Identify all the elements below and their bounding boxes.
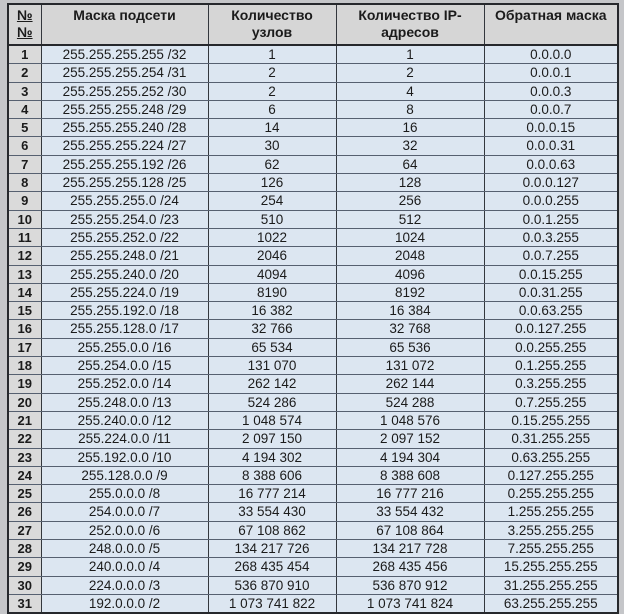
cell-num: 21	[8, 411, 41, 429]
table-row	[8, 393, 618, 411]
cell-ips: 16	[336, 119, 484, 137]
cell-hosts: 268 435 454	[208, 558, 336, 576]
cell-hosts: 126	[208, 174, 336, 192]
cell-mask: 255.255.255.252 /30	[41, 82, 208, 100]
cell-mask: 255.224.0.0 /11	[41, 430, 208, 448]
cell-wildcard: 0.7.255.255	[484, 393, 618, 411]
header-row-number: №№	[8, 4, 41, 45]
cell-hosts: 4 194 302	[208, 448, 336, 466]
cell-mask: 255.240.0.0 /12	[41, 411, 208, 429]
cell-mask: 255.192.0.0 /10	[41, 448, 208, 466]
cell-mask: 255.255.255.192 /26	[41, 155, 208, 173]
cell-mask: 240.0.0.0 /4	[41, 558, 208, 576]
cell-ips: 256	[336, 192, 484, 210]
cell-ips: 4096	[336, 265, 484, 283]
cell-num: 12	[8, 247, 41, 265]
table-row	[8, 119, 618, 137]
cell-mask: 248.0.0.0 /5	[41, 540, 208, 558]
cell-wildcard: 0.0.31.255	[484, 283, 618, 301]
cell-hosts: 1022	[208, 228, 336, 246]
cell-hosts: 4094	[208, 265, 336, 283]
cell-hosts: 8190	[208, 283, 336, 301]
table-row	[8, 137, 618, 155]
cell-ips: 65 536	[336, 338, 484, 356]
cell-wildcard: 31.255.255.255	[484, 576, 618, 594]
cell-num: 19	[8, 375, 41, 393]
table-row	[8, 247, 618, 265]
cell-mask: 255.128.0.0 /9	[41, 466, 208, 484]
cell-hosts: 131 070	[208, 357, 336, 375]
cell-wildcard: 0.0.127.255	[484, 320, 618, 338]
table-row	[8, 283, 618, 301]
subnet-mask-table	[7, 3, 619, 614]
cell-hosts: 510	[208, 210, 336, 228]
table-row	[8, 448, 618, 466]
cell-wildcard: 0.1.255.255	[484, 357, 618, 375]
cell-hosts: 1	[208, 45, 336, 64]
cell-mask: 255.255.255.128 /25	[41, 174, 208, 192]
cell-num: 8	[8, 174, 41, 192]
cell-wildcard: 1.255.255.255	[484, 503, 618, 521]
table-row	[8, 210, 618, 228]
cell-hosts: 62	[208, 155, 336, 173]
cell-num: 16	[8, 320, 41, 338]
cell-mask: 255.255.255.255 /32	[41, 45, 208, 64]
cell-hosts: 8 388 606	[208, 466, 336, 484]
cell-num: 13	[8, 265, 41, 283]
cell-mask: 255.255.192.0 /18	[41, 302, 208, 320]
cell-hosts: 16 777 214	[208, 485, 336, 503]
cell-ips: 134 217 728	[336, 540, 484, 558]
cell-wildcard: 0.0.15.255	[484, 265, 618, 283]
cell-hosts: 2	[208, 82, 336, 100]
cell-wildcard: 0.0.0.127	[484, 174, 618, 192]
header-subnet-mask: Маска подсети	[41, 4, 208, 45]
cell-hosts: 1 073 741 822	[208, 594, 336, 613]
cell-num: 26	[8, 503, 41, 521]
table-row	[8, 155, 618, 173]
cell-wildcard: 0.0.0.7	[484, 100, 618, 118]
cell-num: 23	[8, 448, 41, 466]
cell-hosts: 262 142	[208, 375, 336, 393]
cell-ips: 524 288	[336, 393, 484, 411]
cell-wildcard: 0.0.7.255	[484, 247, 618, 265]
cell-mask: 255.255.224.0 /19	[41, 283, 208, 301]
cell-wildcard: 0.63.255.255	[484, 448, 618, 466]
cell-ips: 8192	[336, 283, 484, 301]
cell-hosts: 67 108 862	[208, 521, 336, 539]
cell-mask: 255.255.252.0 /22	[41, 228, 208, 246]
cell-mask: 255.255.255.248 /29	[41, 100, 208, 118]
cell-mask: 255.255.240.0 /20	[41, 265, 208, 283]
cell-mask: 255.0.0.0 /8	[41, 485, 208, 503]
cell-ips: 1 073 741 824	[336, 594, 484, 613]
table-row	[8, 576, 618, 594]
table-row	[8, 82, 618, 100]
cell-ips: 1	[336, 45, 484, 64]
cell-hosts: 16 382	[208, 302, 336, 320]
cell-num: 25	[8, 485, 41, 503]
cell-ips: 268 435 456	[336, 558, 484, 576]
table-row	[8, 503, 618, 521]
cell-num: 4	[8, 100, 41, 118]
cell-wildcard: 0.255.255.255	[484, 485, 618, 503]
cell-ips: 32 768	[336, 320, 484, 338]
cell-mask: 255.254.0.0 /15	[41, 357, 208, 375]
cell-ips: 512	[336, 210, 484, 228]
cell-wildcard: 0.0.0.1	[484, 64, 618, 82]
cell-hosts: 536 870 910	[208, 576, 336, 594]
cell-num: 7	[8, 155, 41, 173]
table-row	[8, 357, 618, 375]
header-ip-count: Количество IP-адресов	[336, 4, 484, 45]
cell-wildcard: 0.0.63.255	[484, 302, 618, 320]
table-row	[8, 320, 618, 338]
cell-wildcard: 0.3.255.255	[484, 375, 618, 393]
cell-ips: 4 194 304	[336, 448, 484, 466]
table-body	[8, 45, 618, 613]
header-row	[8, 4, 618, 45]
cell-num: 30	[8, 576, 41, 594]
cell-wildcard: 0.0.0.0	[484, 45, 618, 64]
cell-num: 3	[8, 82, 41, 100]
cell-ips: 33 554 432	[336, 503, 484, 521]
cell-ips: 1 048 576	[336, 411, 484, 429]
cell-num: 24	[8, 466, 41, 484]
cell-num: 18	[8, 357, 41, 375]
table-row	[8, 64, 618, 82]
cell-hosts: 32 766	[208, 320, 336, 338]
cell-num: 20	[8, 393, 41, 411]
cell-ips: 2	[336, 64, 484, 82]
cell-mask: 255.255.255.224 /27	[41, 137, 208, 155]
cell-wildcard: 63.255.255.255	[484, 594, 618, 613]
cell-mask: 255.255.254.0 /23	[41, 210, 208, 228]
cell-mask: 252.0.0.0 /6	[41, 521, 208, 539]
table-header	[8, 4, 618, 45]
cell-hosts: 30	[208, 137, 336, 155]
table-row	[8, 521, 618, 539]
cell-wildcard: 3.255.255.255	[484, 521, 618, 539]
cell-hosts: 2 097 150	[208, 430, 336, 448]
cell-num: 10	[8, 210, 41, 228]
cell-hosts: 6	[208, 100, 336, 118]
cell-num: 28	[8, 540, 41, 558]
cell-num: 17	[8, 338, 41, 356]
cell-num: 9	[8, 192, 41, 210]
cell-ips: 4	[336, 82, 484, 100]
cell-wildcard: 0.0.1.255	[484, 210, 618, 228]
cell-wildcard: 0.127.255.255	[484, 466, 618, 484]
cell-num: 15	[8, 302, 41, 320]
cell-ips: 1024	[336, 228, 484, 246]
cell-ips: 8	[336, 100, 484, 118]
cell-hosts: 2046	[208, 247, 336, 265]
cell-mask: 224.0.0.0 /3	[41, 576, 208, 594]
table-row	[8, 594, 618, 613]
cell-mask: 255.252.0.0 /14	[41, 375, 208, 393]
table-row	[8, 540, 618, 558]
cell-wildcard: 0.0.0.255	[484, 192, 618, 210]
table-row	[8, 265, 618, 283]
cell-num: 14	[8, 283, 41, 301]
cell-mask: 255.255.0.0 /16	[41, 338, 208, 356]
table-row	[8, 174, 618, 192]
cell-ips: 32	[336, 137, 484, 155]
cell-wildcard: 0.31.255.255	[484, 430, 618, 448]
cell-wildcard: 0.0.0.63	[484, 155, 618, 173]
cell-ips: 16 384	[336, 302, 484, 320]
cell-wildcard: 7.255.255.255	[484, 540, 618, 558]
cell-hosts: 254	[208, 192, 336, 210]
cell-mask: 255.255.255.240 /28	[41, 119, 208, 137]
cell-ips: 8 388 608	[336, 466, 484, 484]
cell-hosts: 2	[208, 64, 336, 82]
cell-wildcard: 0.0.0.3	[484, 82, 618, 100]
cell-ips: 67 108 864	[336, 521, 484, 539]
table-row	[8, 466, 618, 484]
cell-num: 5	[8, 119, 41, 137]
cell-num: 6	[8, 137, 41, 155]
header-host-count: Количество узлов	[208, 4, 336, 45]
cell-hosts: 524 286	[208, 393, 336, 411]
cell-num: 11	[8, 228, 41, 246]
cell-num: 2	[8, 64, 41, 82]
table-row	[8, 558, 618, 576]
cell-ips: 2 097 152	[336, 430, 484, 448]
table-row	[8, 45, 618, 64]
table-row	[8, 192, 618, 210]
table-row	[8, 375, 618, 393]
table-row	[8, 100, 618, 118]
cell-hosts: 134 217 726	[208, 540, 336, 558]
header-wildcard-mask: Обратная маска	[484, 4, 618, 45]
subnet-table-sheet	[7, 3, 619, 614]
cell-wildcard: 0.0.3.255	[484, 228, 618, 246]
cell-ips: 128	[336, 174, 484, 192]
cell-hosts: 65 534	[208, 338, 336, 356]
cell-ips: 536 870 912	[336, 576, 484, 594]
table-row	[8, 430, 618, 448]
cell-mask: 192.0.0.0 /2	[41, 594, 208, 613]
cell-mask: 254.0.0.0 /7	[41, 503, 208, 521]
table-row	[8, 228, 618, 246]
cell-wildcard: 0.0.255.255	[484, 338, 618, 356]
cell-num: 27	[8, 521, 41, 539]
cell-hosts: 33 554 430	[208, 503, 336, 521]
cell-mask: 255.255.255.254 /31	[41, 64, 208, 82]
table-row	[8, 302, 618, 320]
cell-ips: 131 072	[336, 357, 484, 375]
cell-mask: 255.255.255.0 /24	[41, 192, 208, 210]
cell-mask: 255.255.128.0 /17	[41, 320, 208, 338]
cell-wildcard: 0.0.0.31	[484, 137, 618, 155]
cell-wildcard: 0.0.0.15	[484, 119, 618, 137]
cell-wildcard: 0.15.255.255	[484, 411, 618, 429]
table-row	[8, 485, 618, 503]
cell-ips: 262 144	[336, 375, 484, 393]
cell-wildcard: 15.255.255.255	[484, 558, 618, 576]
cell-hosts: 1 048 574	[208, 411, 336, 429]
cell-num: 29	[8, 558, 41, 576]
cell-ips: 16 777 216	[336, 485, 484, 503]
cell-ips: 2048	[336, 247, 484, 265]
cell-ips: 64	[336, 155, 484, 173]
table-row	[8, 411, 618, 429]
cell-num: 1	[8, 45, 41, 64]
cell-num: 31	[8, 594, 41, 613]
table-row	[8, 338, 618, 356]
cell-mask: 255.255.248.0 /21	[41, 247, 208, 265]
cell-num: 22	[8, 430, 41, 448]
cell-mask: 255.248.0.0 /13	[41, 393, 208, 411]
cell-hosts: 14	[208, 119, 336, 137]
